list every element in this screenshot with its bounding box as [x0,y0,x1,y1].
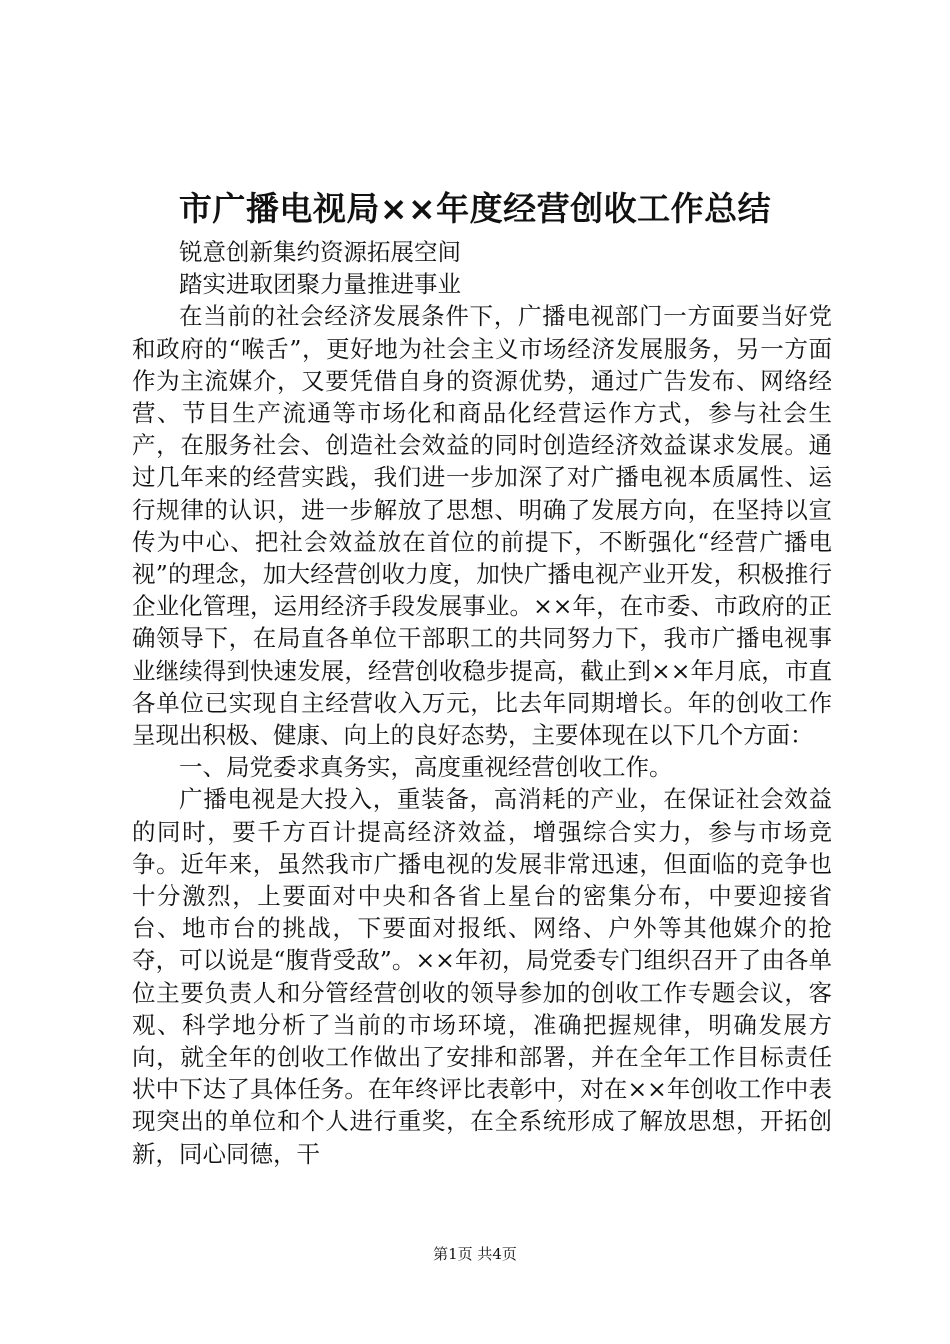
page-indicator: 第1页 共4页 [433,1245,517,1263]
section-heading-1: 一、局党委求真务实，高度重视经营创收工作。 [179,753,673,782]
document-body [132,236,832,1170]
subtitle-line-1: 锐意创新集约资源拓展空间 [179,238,461,266]
paragraph-section-1: 广播电视是大投入，重装备，高消耗的产业，在保证社会效益的同时，要千方百计提高经济效益，增强综合实力，参与市场竞争。近年来，虽然我市广播电视的发展非常迅速，但面临的竞争也十分激烈，上要面对中央和各省上星台的密集分布，中要迎接省台、地市台的挑战，下要面对报纸、网络、户外等其他媒介的抢夺，可以说是“腹背受敌”。××年初，局党委专门组织召开了由各单位主要负责人和分管经营创收的领导参加的创收工作专题会议，客观、科学地分析了当前的市场环境，准确把握规律，明确发展方向，就全年的创收工作做出了安排和部署，并在全年工作目标责任状中下达了具体任务。在年终评比表彰中，对在××年创收工作中表现突出的单位和个人进行重奖，在全系统形成了解放思想，开拓创新，同心同德，干 [132,785,832,1168]
subtitle-line-2: 踏实进取团聚力量推进事业 [179,270,461,299]
paragraph-intro: 在当前的社会经济发展条件下，广播电视部门一方面要当好党和政府的“喉舌”，更好地为社会主义市场经济发展服务，另一方面作为主流媒介，又要凭借自身的资源优势，通过广告发布、网络经营、节目生产流通等市场化和商品化经营运作方式，参与社会生产，在服务社会、创造社会效益的同时创造经济效益谋求发展。通过几年来的经营实践，我们进一步加深了对广播电视本质属性、运行规律的认识，进一步解放了思想、明确了发展方向，在坚持以宣传为中心、把社会效益放在首位的前提下，不断强化“经营广播电视”的理念，加大经营创收力度，加快广播电视产业开发，积极推行企业化管理，运用经济手段发展事业。××年，在市委、市政府的正确领导下，在局直各单位干部职工的共同努力下，我市广播电视事业继续得到快速发展，经营创收稳步提高，截止到××年月底，市直各单位已实现自主经营收入万元，比去年同期增长。年的创收工作呈现出积极、健康、向上的良好态势，主要体现在以下几个方面： [132,302,832,750]
document-title: 市广播电视局××年度经营创收工作总结 [178,189,772,228]
